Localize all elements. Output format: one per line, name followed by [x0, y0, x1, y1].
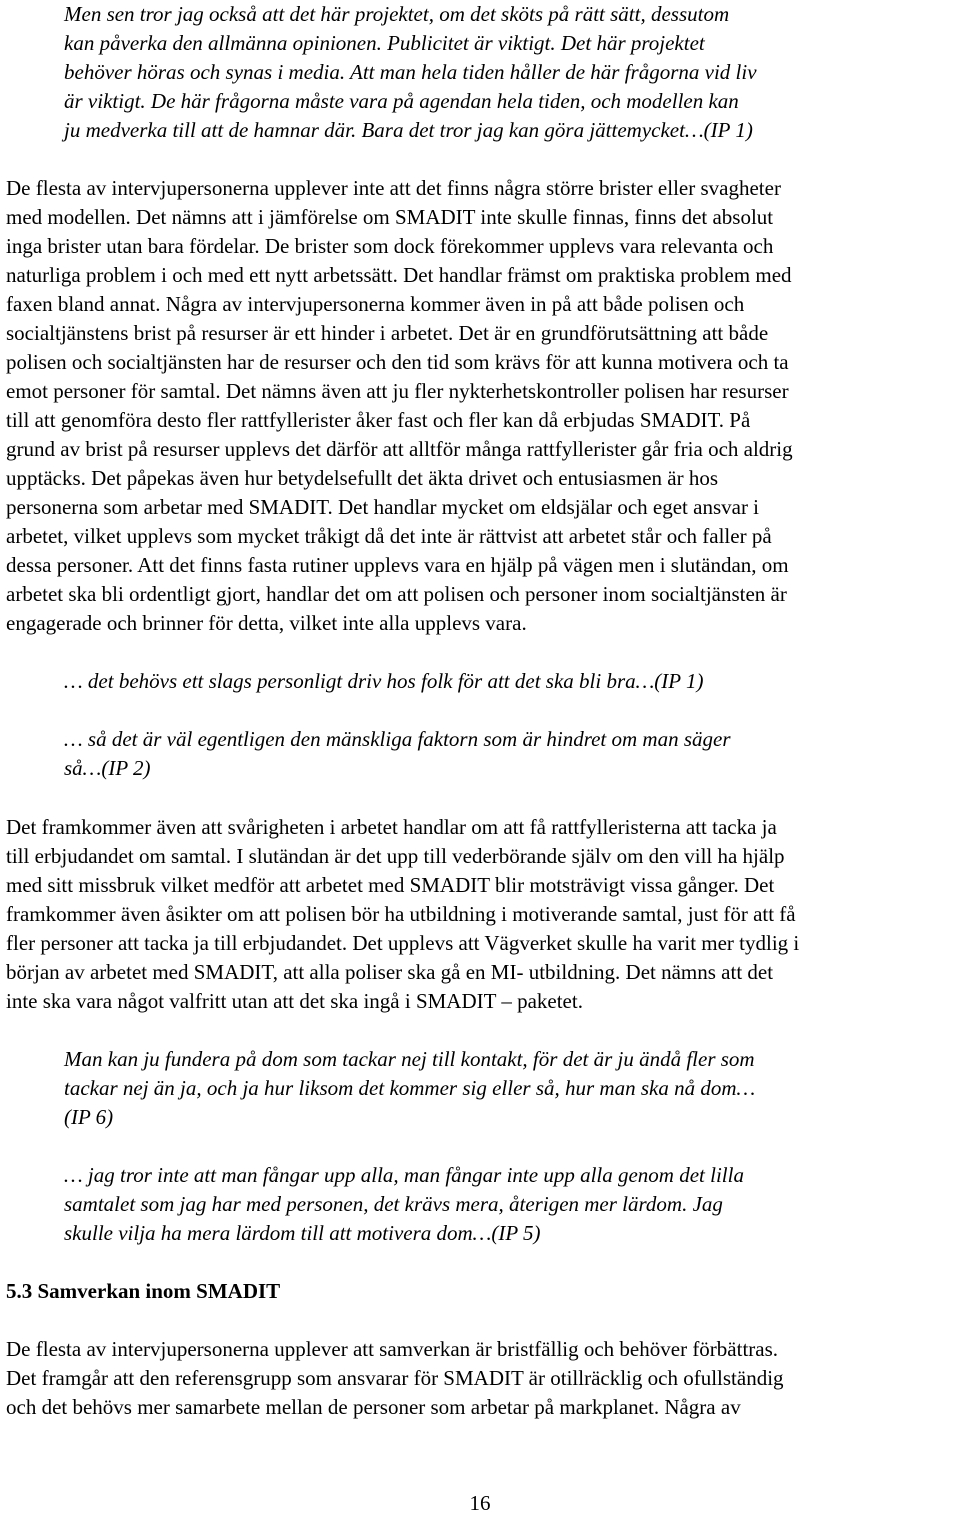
quote-top-line: ju medverka till att de hamnar där. Bara det tror jag kan göra jättemycket…(IP 1): [64, 118, 753, 142]
quote-5-line: … jag tror inte att man fångar upp alla, man fångar inte upp alla genom det lilla: [64, 1163, 744, 1187]
paragraph-1-line: grund av brist på resurser upplevs det därför att alltför många rattfyllerister går fria och aldrig: [6, 437, 793, 461]
section-heading: 5.3 Samverkan inom SMADIT: [6, 1279, 281, 1303]
quote-5-line: skulle vilja ha mera lärdom till att motivera dom…(IP 5): [64, 1221, 541, 1245]
paragraph-1-line: personerna som arbetar med SMADIT. Det handlar mycket om eldsjälar och eget ansvar i: [6, 495, 760, 519]
paragraph-2-line: början av arbetet med SMADIT, att alla poliser ska gå en MI- utbildning. Det nämns att det: [6, 960, 774, 984]
paragraph-1-line: De flesta av intervjupersonerna upplever inte att det finns några större brister eller svagheter: [6, 176, 781, 200]
quote-3-line: … så det är väl egentligen den mänskliga faktorn som är hindret om man säger: [64, 727, 731, 751]
quote-top-line: kan påverka den allmänna opinionen. Publicitet är viktigt. Det här projektet: [64, 31, 705, 55]
quote-top-line: behöver höras och synas i media. Att man hela tiden håller de här frågorna vid liv: [64, 60, 757, 84]
quote-5-line: samtalet som jag har med personen, det krävs mera, återigen mer lärdom. Jag: [64, 1192, 723, 1216]
paragraph-1-line: socialtjänstens brist på resurser är ett hinder i arbetet. Det är en grundförutsättning att både: [6, 321, 769, 345]
quote-top-line: är viktigt. De här frågorna måste vara på agendan hela tiden, och modellen kan: [64, 89, 739, 113]
paragraph-1-line: dessa personer. Att det finns fasta rutiner upplevs vara en hjälp på vägen men i slutändan, om: [6, 553, 789, 577]
paragraph-1-line: arbetet, vilket upplevs som mycket tråkigt då det inte är rättvist att arbetet står och faller på: [6, 524, 772, 548]
quote-3-line: så…(IP 2): [64, 756, 151, 780]
paragraph-2-line: inte ska vara något valfritt utan att det ska ingå i SMADIT – paketet.: [6, 989, 583, 1013]
quote-top-line: Men sen tror jag också att det här projektet, om det sköts på rätt sätt, dessutom: [64, 2, 730, 26]
paragraph-3-line: De flesta av intervjupersonerna upplever att samverkan är bristfällig och behöver förbättras.: [6, 1337, 779, 1361]
paragraph-1-line: polisen och socialtjänsten har de resurser och den tid som krävs för att kunna motivera och ta: [6, 350, 789, 374]
quote-2-line: … det behövs ett slags personligt driv hos folk för att det ska bli bra…(IP 1): [64, 669, 704, 693]
paragraph-2-line: framkommer även åsikter om att polisen bör ha utbildning i motiverande samtal, just för att få: [6, 902, 796, 926]
paragraph-1-line: naturliga problem i och med ett nytt arbetssätt. Det handlar främst om praktiska problem med: [6, 263, 792, 287]
paragraph-2-line: fler personer att tacka ja till erbjudandet. Det upplevs att Vägverket skulle ha varit mer tydlig i: [6, 931, 800, 955]
paragraph-2-line: med sitt missbruk vilket medför att arbetet med SMADIT blir motsträvigt vissa gånger. Det: [6, 873, 775, 897]
paragraph-1-line: emot personer för samtal. Det nämns även att ju fler nykterhetskontroller polisen har resurser: [6, 379, 789, 403]
page-number: 16: [469, 1491, 491, 1515]
paragraph-1-line: arbetet ska bli ordentligt gjort, handlar det om att polisen och personer inom socialtjänsten är: [6, 582, 787, 606]
paragraph-1-line: med modellen. Det nämns att i jämförelse om SMADIT inte skulle finnas, finns det absolut: [6, 205, 774, 229]
quote-4-line: tackar nej än ja, och ja hur liksom det kommer sig eller så, hur man ska nå dom…: [64, 1076, 756, 1100]
paragraph-2-line: till erbjudandet om samtal. I slutändan är det upp till vederbörande själv om den vill ha hjälp: [6, 844, 785, 868]
paragraph-1-line: engagerade och brinner för detta, vilket inte alla upplevs vara.: [6, 611, 527, 635]
paragraph-1-line: upptäcks. Det påpekas även hur betydelsefullt det äkta drivet och entusiasmen är hos: [6, 466, 719, 490]
quote-4-line: Man kan ju fundera på dom som tackar nej till kontakt, för det är ju ändå fler som: [64, 1047, 755, 1071]
quote-4-line: (IP 6): [64, 1105, 114, 1129]
paragraph-1-line: inga brister utan bara fördelar. De brister som dock förekommer upplevs vara relevanta och: [6, 234, 774, 258]
paragraph-1-line: till att genomföra desto fler rattfyllerister åker fast och fler kan då erbjudas SMADIT. På: [6, 408, 751, 432]
paragraph-1-line: faxen bland annat. Några av intervjupersonerna kommer även in på att både polisen och: [6, 292, 745, 316]
paragraph-3-line: och det behövs mer samarbete mellan de personer som arbetar på markplanet. Några av: [6, 1395, 741, 1419]
paragraph-2-line: Det framkommer även att svårigheten i arbetet handlar om att få rattfylleristerna att tacka ja: [6, 815, 777, 839]
paragraph-3-line: Det framgår att den referensgrupp som ansvarar för SMADIT är otillräcklig och ofullständig: [6, 1366, 784, 1390]
